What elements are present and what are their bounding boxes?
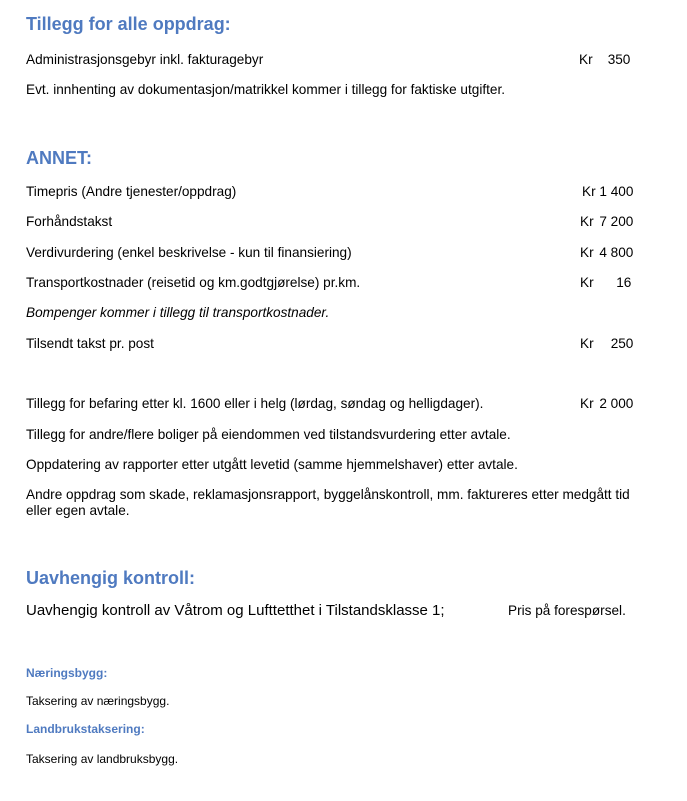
kontroll-price: Pris på forespørsel. (508, 603, 626, 618)
admin-fee-price (579, 52, 630, 68)
price-item-amount: 7 200 (599, 214, 634, 229)
naeringsbygg-text: Taksering av næringsbygg. (26, 694, 170, 708)
bompenger-note: Bompenger kommer i tillegg til transportkostnader. (26, 305, 330, 320)
note-line: Tillegg for andre/flere boliger på eiendommen ved tilstandsvurdering etter avtale. (26, 427, 511, 442)
price-item-currency: Kr (582, 184, 596, 199)
befaring-currency: Kr (580, 396, 594, 411)
price-item-currency: Kr (580, 214, 594, 229)
price-item-amount: 4 800 (599, 245, 634, 260)
admin-fee-label: Administrasjonsgebyr inkl. fakturagebyr (26, 52, 264, 67)
heading-annet: ANNET: (26, 148, 92, 168)
heading-kontroll: Uavhengig kontroll: (26, 568, 196, 588)
price-item-amount: 16 (616, 275, 632, 290)
befaring-price (580, 396, 633, 412)
post-fee-label: Tilsendt takst pr. post (26, 336, 154, 351)
befaring-label: Tillegg for befaring etter kl. 1600 eller i helg (lørdag, søndag og helligdager). (26, 396, 484, 411)
heading-landbruk: Landbrukstaksering: (26, 722, 145, 736)
admin-fee-amount: 350 (607, 52, 631, 67)
price-item-label: Verdivurdering (enkel beskrivelse - kun til finansiering) (26, 245, 352, 260)
price-item-currency: Kr (580, 245, 594, 260)
post-fee-amount: 250 (610, 336, 634, 351)
befaring-amount: 2 000 (599, 396, 634, 411)
heading-tillegg: Tillegg for alle oppdrag: (26, 14, 231, 34)
note-line: Andre oppdrag som skade, reklamasjonsrapport, byggelånskontroll, mm. faktureres etter medgått tid eller egen avtale. (26, 487, 630, 518)
admin-fee-currency: Kr (579, 52, 593, 67)
price-item-price (580, 245, 633, 261)
landbruk-text: Taksering av landbruksbygg. (26, 752, 179, 766)
price-item-amount: 1 400 (599, 184, 634, 199)
documentation-note: Evt. innhenting av dokumentasjon/matrikkel kommer i tillegg for faktiske utgifter. (26, 82, 506, 97)
kontroll-text: Uavhengig kontroll av Våtrom og Lufttetthet i Tilstandsklasse 1; (26, 602, 445, 619)
post-fee-price (580, 336, 633, 352)
price-item-label: Timepris (Andre tjenester/oppdrag) (26, 184, 237, 199)
post-fee-currency: Kr (580, 336, 594, 351)
note-line: Oppdatering av rapporter etter utgått levetid (samme hjemmelshaver) etter avtale. (26, 457, 518, 472)
price-item-price (580, 275, 631, 291)
price-item-price (580, 214, 633, 230)
price-item-currency: Kr (580, 275, 594, 290)
price-item-label: Forhåndstakst (26, 214, 113, 229)
price-item-price (582, 184, 633, 200)
price-item-label: Transportkostnader (reisetid og km.godtgjørelse) pr.km. (26, 275, 361, 290)
heading-naeringsbygg: Næringsbygg: (26, 666, 108, 680)
